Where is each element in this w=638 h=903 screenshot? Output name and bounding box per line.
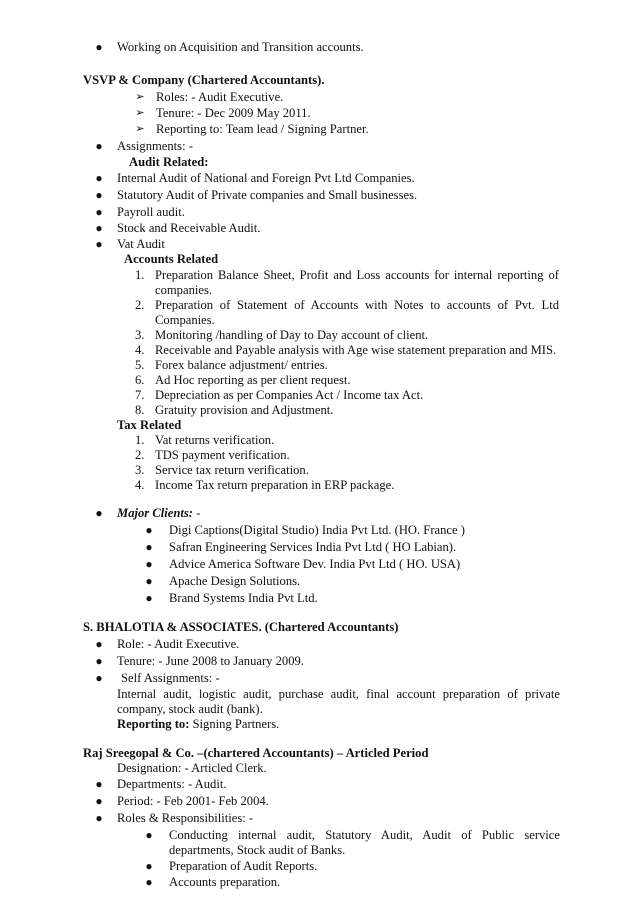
raj-designation [0, 761, 638, 777]
raj-item [0, 811, 638, 827]
vsvp-heading-text [79, 73, 325, 89]
bullet-icon: ● [95, 221, 103, 235]
item-number: 6. [135, 373, 145, 387]
raj-role [0, 828, 638, 844]
item-number: 5. [135, 358, 145, 372]
bullet-icon: ● [95, 171, 103, 185]
accounts-item-text: companies. [155, 283, 213, 297]
item-number: 7. [135, 388, 145, 402]
bullet-icon: ● [95, 205, 103, 219]
bullet-icon: ● [95, 188, 103, 202]
accounts-item [0, 373, 638, 389]
bullet-icon: ● [145, 523, 153, 537]
bhalotia-item-text: Tenure: - June 2008 to January 2009. [117, 654, 304, 668]
accounts-item [0, 403, 638, 419]
accounts-related-text: Accounts Related [124, 252, 219, 266]
raj-role-cont [0, 843, 638, 859]
vsvp-heading [0, 73, 638, 89]
tax-related-heading [0, 418, 638, 434]
client-name: Advice America Software Dev. India Pvt Ltd ( HO. USA) [169, 557, 461, 571]
bullet-icon: ● [95, 139, 103, 153]
bhalotia-item-text: Role: - Audit Executive. [117, 637, 240, 651]
bullet-icon: ● [95, 811, 103, 825]
bhalotia-item [0, 637, 638, 653]
item-number: 2. [135, 298, 145, 312]
bhalotia-desc-text: company, stock audit (bank). [117, 702, 263, 716]
item-number: 3. [135, 463, 145, 477]
bullet-icon: ● [145, 540, 153, 554]
arrow-bullet-icon: ➢ [135, 91, 145, 103]
raj-item [0, 794, 638, 810]
bullet-icon: ● [95, 777, 103, 791]
accounts-item-text: Forex balance adjustment/ entries. [155, 358, 328, 372]
accounts-item-text: Companies. [155, 313, 215, 327]
accounts-item [0, 268, 638, 284]
audit-item-text: Vat Audit [117, 237, 165, 251]
tax-item-text: Vat returns verification. [155, 433, 275, 447]
tax-item [0, 433, 638, 449]
tax-related-text: Tax Related [117, 418, 182, 432]
major-clients-suffix: - [192, 506, 201, 520]
raj-role-text: Conducting internal audit, Statutory Audit, Audit of Public service [169, 828, 560, 842]
raj-role [0, 859, 638, 875]
item-number: 1. [135, 268, 145, 282]
audit-related-heading [0, 155, 638, 171]
accounts-item-text: Preparation Balance Sheet, Profit and Loss accounts for internal reporting of [155, 268, 559, 282]
bhalotia-desc-cont [0, 702, 638, 718]
bullet-icon: ● [95, 237, 103, 251]
bullet-icon: ● [95, 506, 103, 520]
bhalotia-item-text: Self Assignments: - [121, 671, 220, 685]
accounts-item-text: Gratuity provision and Adjustment. [155, 403, 334, 417]
raj-item-text: Period: - Feb 2001- Feb 2004. [117, 794, 269, 808]
assignments-label: Assignments: - [117, 139, 193, 153]
client-name: Safran Engineering Services India Pvt Ltd ( HO Labian). [169, 540, 457, 554]
bullet-icon: ● [145, 574, 153, 588]
major-clients-line [117, 506, 200, 522]
audit-item-text: Payroll audit. [117, 205, 185, 219]
reporting-value: Signing Partners. [189, 717, 280, 731]
bullet-icon: ● [145, 828, 153, 842]
raj-item-text: Roles & Responsibilities: - [117, 811, 254, 825]
tax-item [0, 478, 638, 494]
raj-item-text: Departments: - Audit. [117, 777, 227, 791]
raj-designation-text: Designation: - Articled Clerk. [117, 761, 267, 775]
tax-item-text: Service tax return verification. [155, 463, 309, 477]
accounts-item [0, 388, 638, 404]
bullet-icon: ● [145, 591, 153, 605]
vsvp-title: VSVP & Company (Chartered Accountants). [83, 73, 325, 87]
major-clients-label: Major Clients: [117, 506, 193, 520]
bhalotia-desc [0, 687, 638, 703]
item-number: 8. [135, 403, 145, 417]
item-number: 2. [135, 448, 145, 462]
audit-related-text: Audit Related: [129, 155, 209, 169]
accounts-item-text: Ad Hoc reporting as per client request. [155, 373, 351, 387]
bhalotia-reporting [0, 717, 638, 733]
raj-heading [0, 746, 638, 762]
bullet-icon: ● [95, 654, 103, 668]
audit-item-text: Internal Audit of National and Foreign Pvt Ltd Companies. [117, 171, 415, 185]
accounts-item-text: Monitoring /handling of Day to Day account of client. [155, 328, 429, 342]
client-item [0, 574, 638, 590]
bhalotia-title: S. BHALOTIA & ASSOCIATES. (Chartered Accountants) [83, 620, 399, 634]
bullet-icon: ● [145, 557, 153, 571]
tax-item-text: TDS payment verification. [155, 448, 290, 462]
accounts-related-heading [0, 252, 638, 268]
accounts-item [0, 343, 638, 359]
item-number: 3. [135, 328, 145, 342]
client-name: Brand Systems India Pvt Ltd. [169, 591, 318, 605]
item-number: 4. [135, 343, 145, 357]
bhalotia-item [0, 654, 638, 670]
client-name: Digi Captions(Digital Studio) India Pvt Ltd. (HO. France ) [169, 523, 465, 537]
client-item [0, 523, 638, 539]
vsvp-reporting-text: Reporting to: Team lead / Signing Partner. [156, 122, 369, 136]
accounts-item-text: Preparation of Statement of Accounts with Notes to accounts of Pvt. Ltd [155, 298, 559, 312]
raj-title: Raj Sreegopal & Co. –(chartered Accountants) – Articled Period [83, 746, 429, 760]
raj-role-text: Accounts preparation. [169, 875, 281, 889]
accounts-item [0, 358, 638, 374]
major-clients-heading [0, 506, 638, 522]
vsvp-reporting [0, 122, 638, 138]
audit-item [0, 171, 638, 187]
audit-item [0, 188, 638, 204]
audit-item-text: Statutory Audit of Private companies and Small businesses. [117, 188, 418, 202]
vsvp-role-text: Roles: - Audit Executive. [156, 90, 284, 104]
tax-item-text: Income Tax return preparation in ERP package. [155, 478, 395, 492]
item-number: 4. [135, 478, 145, 492]
bhalotia-item [0, 671, 638, 687]
client-item [0, 591, 638, 607]
bullet-icon: ● [95, 794, 103, 808]
client-item [0, 557, 638, 573]
bhalotia-heading-text [79, 620, 398, 636]
tax-item [0, 463, 638, 479]
raj-role-text: Preparation of Audit Reports. [169, 859, 318, 873]
vsvp-tenure-text: Tenure: - Dec 2009 May 2011. [156, 106, 311, 120]
vsvp-assignments [0, 139, 638, 155]
vsvp-role [0, 90, 638, 106]
arrow-bullet-icon: ➢ [135, 107, 145, 119]
audit-item-text: Stock and Receivable Audit. [117, 221, 261, 235]
bullet-icon: ● [145, 875, 153, 889]
accounts-item-cont [0, 313, 638, 329]
raj-item [0, 777, 638, 793]
client-name: Apache Design Solutions. [169, 574, 301, 588]
raj-role-text: departments, Stock audit of Banks. [169, 843, 346, 857]
bullet-icon: ● [95, 671, 103, 685]
accounts-item-text: Receivable and Payable analysis with Age wise statement preparation and MIS. [155, 343, 557, 357]
accounts-item [0, 328, 638, 344]
raj-heading-text [79, 746, 428, 762]
bullet-icon: ● [95, 40, 103, 54]
bullet-icon: ● [145, 859, 153, 873]
bullet-icon: ● [95, 637, 103, 651]
tax-item [0, 448, 638, 464]
item-number: 1. [135, 433, 145, 447]
audit-item [0, 221, 638, 237]
accounts-item-cont [0, 283, 638, 299]
bhalotia-reporting-line [117, 717, 279, 733]
accounts-item-text: Depreciation as per Companies Act / Income tax Act. [155, 388, 424, 402]
accounts-item [0, 298, 638, 314]
client-item [0, 540, 638, 556]
reporting-label: Reporting to: [117, 717, 190, 731]
top-line [0, 40, 638, 56]
audit-item [0, 237, 638, 253]
bhalotia-desc-text: Internal audit, logistic audit, purchase audit, final account preparation of private [117, 687, 560, 701]
bhalotia-heading [0, 620, 638, 636]
raj-role [0, 875, 638, 891]
top-line-text: Working on Acquisition and Transition accounts. [117, 40, 364, 54]
audit-item [0, 205, 638, 221]
vsvp-tenure [0, 106, 638, 122]
arrow-bullet-icon: ➢ [135, 123, 145, 135]
